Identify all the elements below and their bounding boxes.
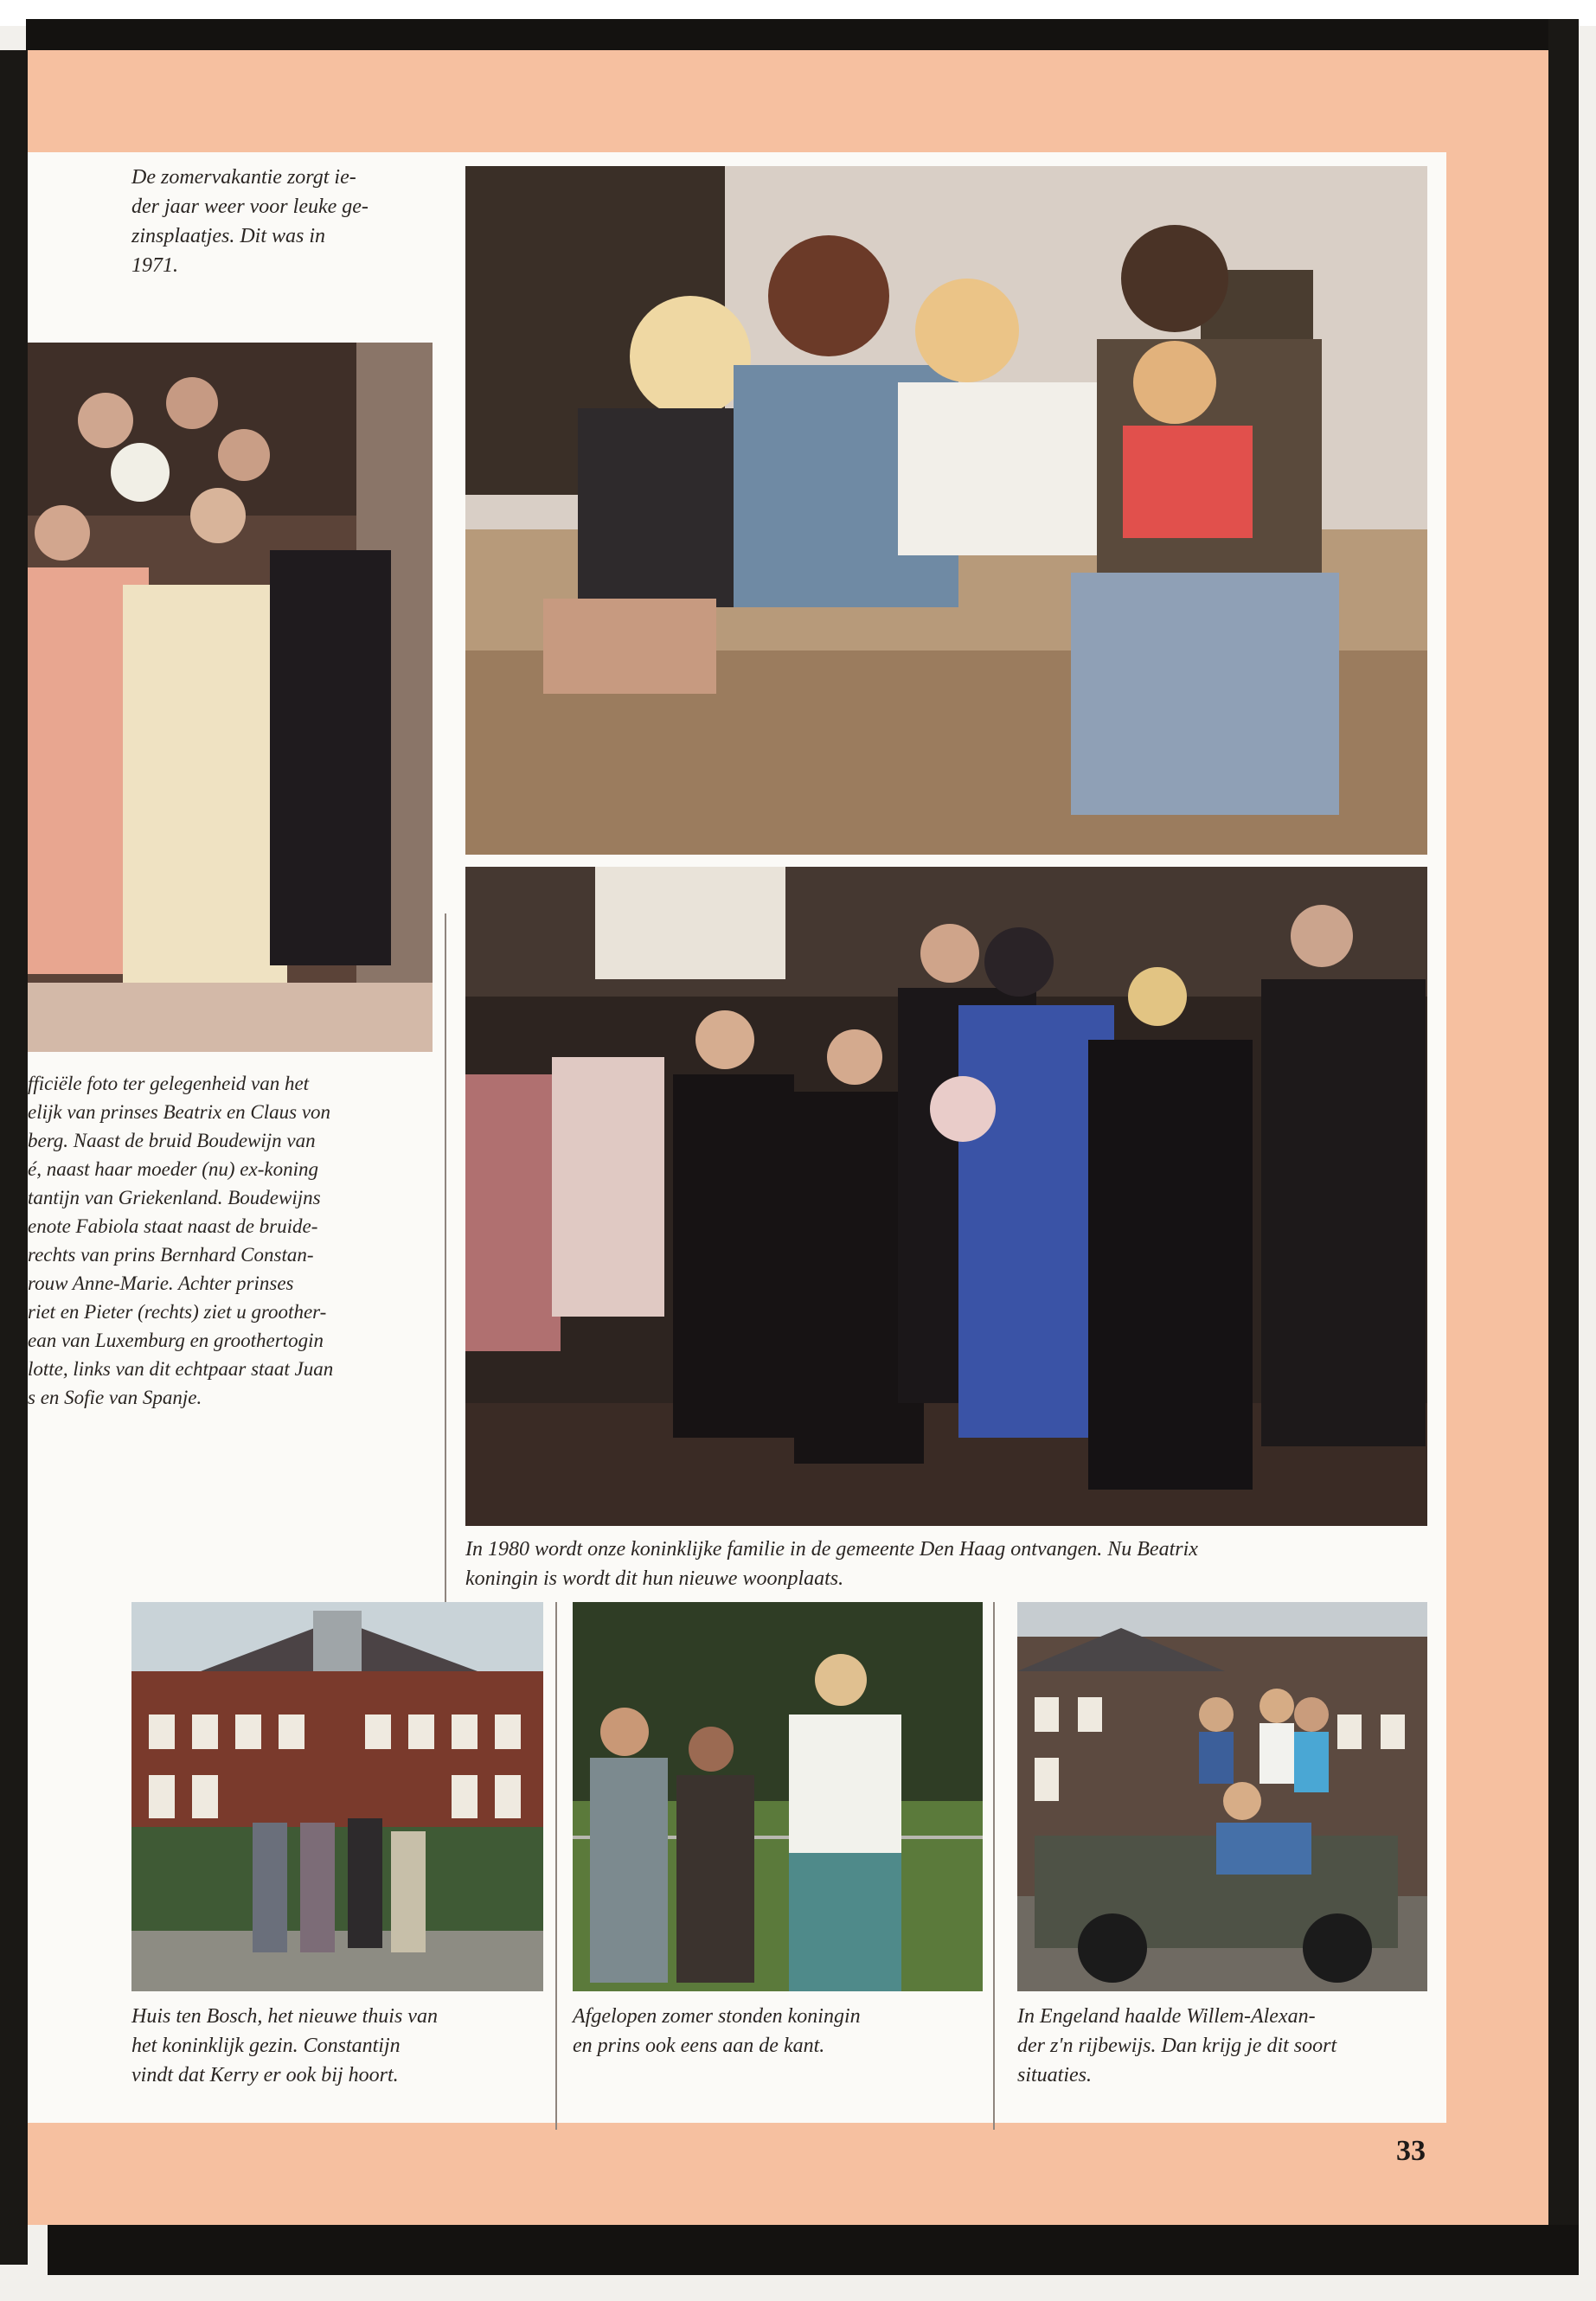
page-number: 33 — [1396, 2135, 1426, 2167]
column-divider-bottom-2 — [993, 1602, 995, 2130]
scan-edge-top — [26, 19, 1548, 50]
photo-engeland-jeep — [1017, 1602, 1427, 1991]
scan-edge-left — [0, 50, 28, 2265]
caption-official-wedding: fficiële foto ter gelegenheid van het elijk van prinses Beatrix en Claus von berg. Naast de bruid Boudewijn van é, naast haar moeder (nu) ex-koning tantijn van Griekenland. Boudewijns enote Fabiola staat naast de bruide- rechts van prins Bernhard Constan- rouw Anne-Marie. Achter prinses riet en Pieter (rechts) ziet u groother- ean van Luxemburg en groothertogin lotte, links van dit echtpaar staat Juan s en Sofie van Spanje. — [28, 1073, 334, 1408]
scan-edge-right — [1548, 19, 1579, 2268]
photo-afgelopen-zomer — [573, 1602, 983, 1991]
magazine-page — [28, 50, 1548, 2225]
content-panel — [28, 152, 1446, 2123]
caption-engeland: In Engeland haalde Willem-Alexan- der z'n rijbewijs. Dan krijg je dit soort situaties. — [1017, 2005, 1337, 2086]
photo-den-haag-1980 — [465, 867, 1427, 1526]
scan-edge-bottom — [48, 2225, 1579, 2275]
caption-afgelopen-zomer: Afgelopen zomer stonden koningin en prins ook eens aan de kant. — [573, 2005, 861, 2057]
photo-official-wedding — [28, 343, 433, 1052]
caption-summer-1971: De zomervakantie zorgt ie- der jaar weer voor leuke ge- zinsplaatjes. Dit was in 1971. — [131, 166, 369, 277]
photo-family-summer-1971 — [465, 166, 1427, 855]
caption-den-haag-1980: In 1980 wordt onze koninklijke familie in de gemeente Den Haag ontvangen. Nu Beatrix koningin is wordt dit hun nieuwe woonplaats. — [465, 1538, 1198, 1590]
caption-huis-ten-bosch: Huis ten Bosch, het nieuwe thuis van het koninklijk gezin. Constantijn vindt dat Kerry er ook bij hoort. — [131, 2005, 438, 2086]
column-divider-bottom-1 — [555, 1602, 557, 2130]
photo-huis-ten-bosch — [131, 1602, 543, 1991]
